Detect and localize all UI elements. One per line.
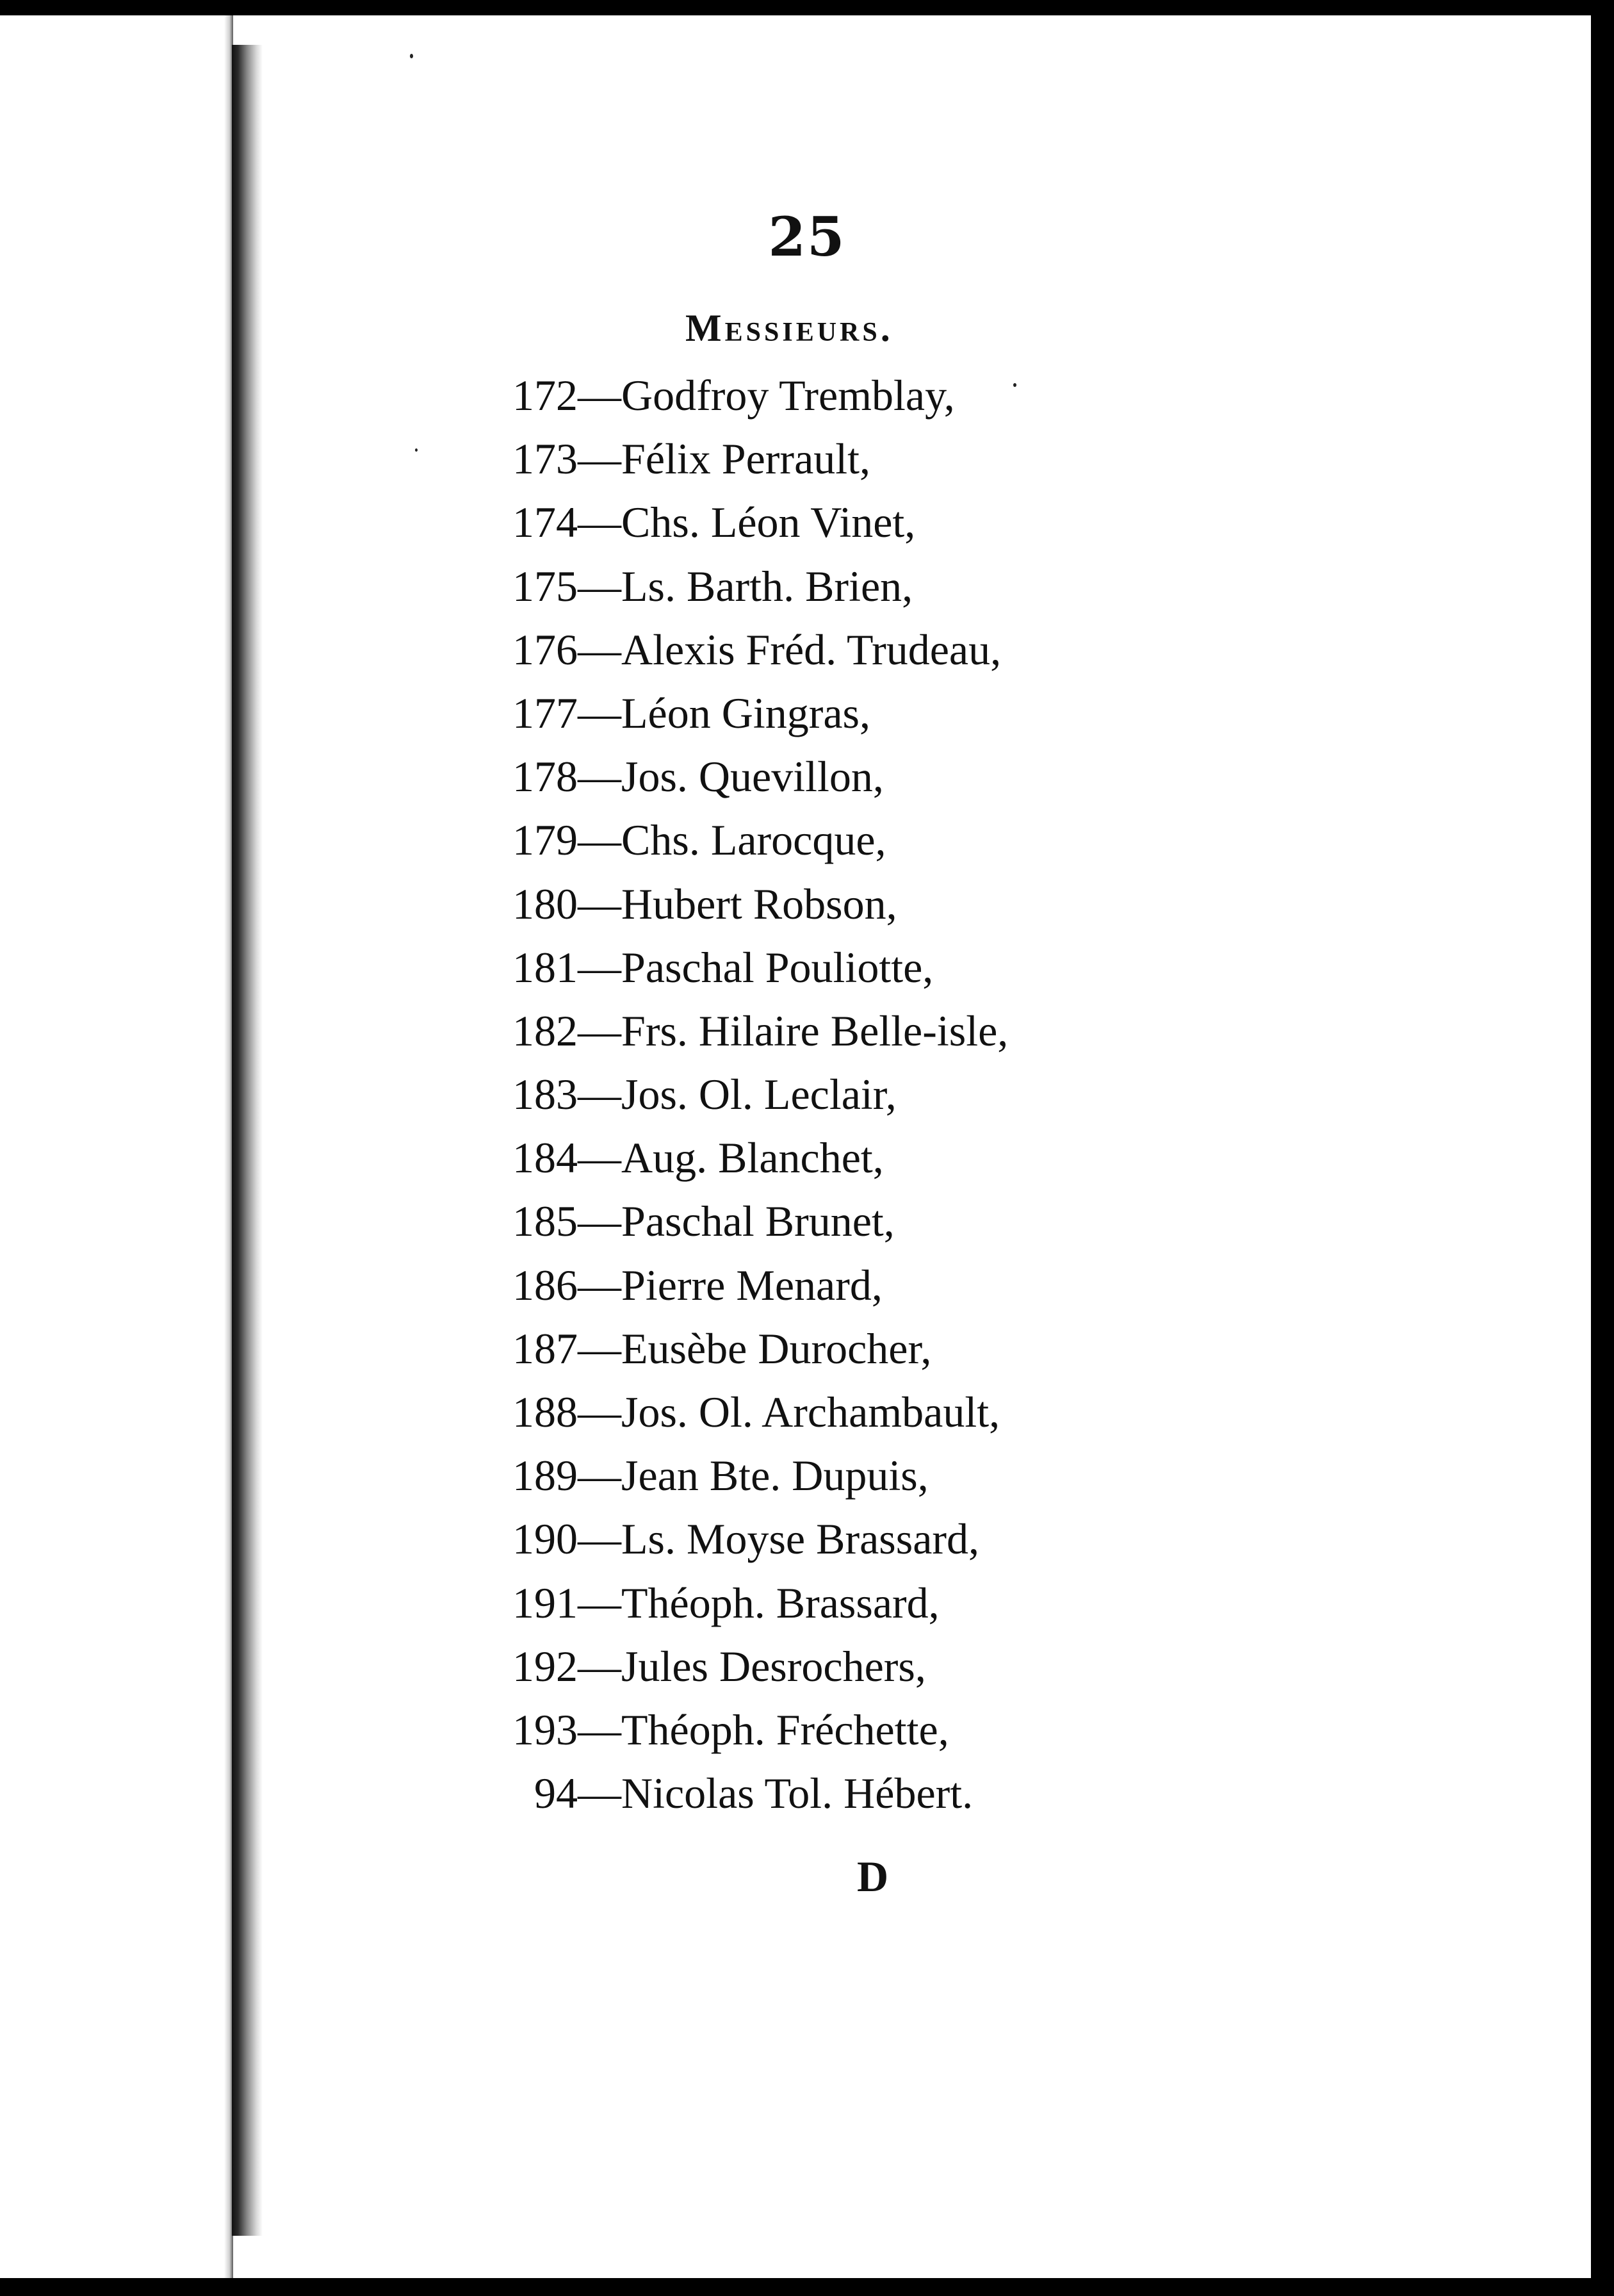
entry-name: Léon Gingras,: [621, 688, 871, 737]
entry-name: Pierre Menard,: [621, 1260, 883, 1309]
list-entry: [461, 1762, 1008, 1825]
entry-number: 187: [512, 1324, 578, 1373]
entry-number: 181: [512, 942, 578, 992]
entry-name: Alexis Fréd. Trudeau,: [621, 625, 1002, 674]
entry-number: 179: [512, 816, 578, 865]
entry-number: 177: [512, 688, 578, 737]
list-entry: [461, 745, 1008, 808]
entry-number: 193: [512, 1705, 578, 1754]
entry-separator: —: [578, 1388, 621, 1436]
list-entry: [461, 999, 1008, 1063]
scan-border-bottom-left: [0, 2278, 231, 2296]
entry-separator: —: [578, 1070, 621, 1119]
entry-name: Godfroy Tremblay,: [621, 371, 955, 420]
entry-number: 189: [512, 1451, 578, 1500]
list-entry: [461, 936, 1008, 999]
entry-name: Jules Desrochers,: [621, 1641, 926, 1691]
list-entry: [461, 618, 1008, 682]
entry-number: 180: [512, 879, 578, 928]
list-entry: [461, 555, 1008, 618]
entry-name: Hubert Robson,: [621, 879, 897, 928]
entry-number: 172: [512, 371, 578, 420]
scan-border-top-left: [0, 0, 231, 15]
ink-speck: [410, 54, 413, 58]
entry-number: 174: [512, 498, 578, 547]
entry-name: Jos. Ol. Archambault,: [621, 1388, 1000, 1436]
entry-separator: —: [578, 1514, 621, 1564]
entry-name: Paschal Brunet,: [621, 1197, 895, 1246]
entry-separator: —: [578, 561, 621, 611]
list-entry: [461, 1063, 1008, 1126]
list-entry: [461, 1126, 1008, 1190]
entry-name: Chs. Léon Vinet,: [621, 498, 916, 547]
entry-number: 184: [512, 1133, 578, 1183]
list-entry: [461, 1381, 1008, 1444]
entry-number: 190: [512, 1514, 578, 1564]
entry-separator: —: [578, 1006, 621, 1055]
list-entry: [461, 873, 1008, 936]
entry-separator: —: [578, 1197, 621, 1246]
list-entry: [461, 1317, 1008, 1381]
ink-speck: [1013, 383, 1016, 387]
list-entry: [461, 808, 1008, 872]
entry-name: Eusèbe Durocher,: [621, 1324, 932, 1373]
entry-separator: —: [578, 1705, 621, 1754]
facing-blank-page: [0, 0, 231, 2296]
entry-separator: —: [578, 434, 621, 484]
list-entry: [461, 364, 1008, 427]
list-entry: [461, 1571, 1008, 1635]
entry-separator: —: [578, 752, 621, 801]
ink-speck: [415, 448, 418, 452]
entry-separator: —: [578, 879, 621, 928]
list-entry: [461, 682, 1008, 745]
entry-separator: —: [578, 688, 621, 737]
entry-name: Paschal Pouliotte,: [621, 942, 934, 992]
entry-number: 183: [512, 1070, 578, 1119]
entry-number: 188: [512, 1388, 578, 1436]
entry-name: Nicolas Tol. Hébert.: [621, 1769, 974, 1818]
entry-name: Frs. Hilaire Belle-isle,: [621, 1006, 1009, 1055]
entry-number: 192: [512, 1641, 578, 1691]
entry-separator: —: [578, 1324, 621, 1373]
scan-border-bottom: [231, 2278, 1614, 2296]
list-entry: [461, 427, 1008, 491]
entry-separator: —: [578, 1260, 621, 1309]
entry-number: 94: [534, 1769, 578, 1818]
entry-name: Théoph. Brassard,: [621, 1578, 940, 1627]
list-entry: [461, 1635, 1008, 1698]
entry-number: 182: [512, 1006, 578, 1055]
entry-name: Jos. Quevillon,: [621, 752, 884, 801]
scan-border-right: [1591, 0, 1614, 2296]
entry-number: 176: [512, 625, 578, 674]
entry-number: 175: [512, 561, 578, 611]
entry-name: Jean Bte. Dupuis,: [621, 1451, 929, 1500]
entry-name: Ls. Moyse Brassard,: [621, 1514, 980, 1564]
entry-separator: —: [578, 625, 621, 674]
entry-number: 186: [512, 1260, 578, 1309]
list-entry: [461, 491, 1008, 554]
page-number: 25: [768, 205, 846, 268]
entry-number: 191: [512, 1578, 578, 1627]
entry-separator: —: [578, 371, 621, 420]
list-entry: [461, 1254, 1008, 1317]
entry-name: Félix Perrault,: [621, 434, 871, 484]
entry-separator: —: [578, 1451, 621, 1500]
subscriber-list: [461, 364, 1008, 1825]
entry-separator: —: [578, 1641, 621, 1691]
entry-name: Chs. Larocque,: [621, 816, 886, 865]
list-entry: [461, 1698, 1008, 1762]
scan-border-top: [231, 0, 1614, 15]
list-entry: [461, 1444, 1008, 1507]
entry-name: Jos. Ol. Leclair,: [621, 1070, 897, 1119]
signature-mark: D: [857, 1852, 889, 1901]
entry-number: 185: [512, 1197, 578, 1246]
entry-name: Théoph. Fréchette,: [621, 1705, 949, 1754]
list-entry: [461, 1190, 1008, 1253]
entry-separator: —: [578, 942, 621, 992]
entry-name: Ls. Barth. Brien,: [621, 561, 913, 611]
entry-separator: —: [578, 1769, 621, 1818]
entry-number: 173: [512, 434, 578, 484]
entry-separator: —: [578, 1133, 621, 1183]
binding-gutter: [232, 45, 263, 2236]
entry-separator: —: [578, 1578, 621, 1627]
list-entry: [461, 1507, 1008, 1571]
list-heading: Messieurs.: [685, 307, 893, 349]
entry-number: 178: [512, 752, 578, 801]
entry-name: Aug. Blanchet,: [621, 1133, 884, 1183]
entry-separator: —: [578, 498, 621, 547]
entry-separator: —: [578, 816, 621, 865]
